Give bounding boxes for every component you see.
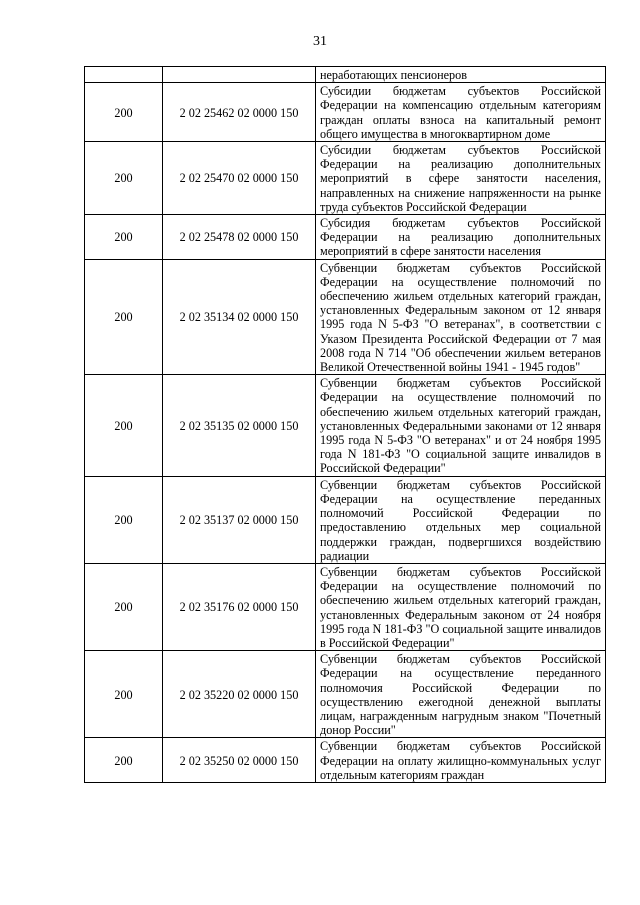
table-row [85,563,606,650]
description-cell: Субвенции бюджетам субъектов Российской Федерации на осуществление полномочий по обеспечению жильем отдельных категорий граждан, установленных Федеральным законом от 12 января 1995 года N 5-ФЗ "О ветеранах", в соответствии с Указом Президента Российской Федерации от 7 мая 2008 года N 714 "Об обеспечении жильем ветеранов Великой Отечественной войны 1941 - 1945 годов" [316,259,606,375]
table-row [85,259,606,375]
table-row [85,142,606,215]
description-cell: Субвенции бюджетам субъектов Российской Федерации на осуществление переданных полномочий Российской Федерации по предоставлению отдельных мер социальной поддержки граждан, подвергшихся воздействию радиации [316,476,606,563]
description-cell: Субвенции бюджетам субъектов Российской Федерации на осуществление полномочий по обеспечению жильем отдельных категорий граждан, установленных Федеральными законами от 12 января 1995 года N 5-ФЗ "О ветеранах" и от 24 ноября 1995 года N 181-ФЗ "О социальной защите инвалидов в Российской Федерации" [316,375,606,476]
budget-code-cell: 2 02 25462 02 0000 150 [163,83,316,142]
budget-code-cell: 2 02 35137 02 0000 150 [163,476,316,563]
administrator-code-cell: 200 [85,738,163,783]
description-cell: Субсидии бюджетам субъектов Российской Федерации на реализацию дополнительных мероприятий в сфере занятости населения, направленных на снижение напряженности на рынке труда субъектов Российской Федерации [316,142,606,215]
administrator-code-cell: 200 [85,651,163,738]
administrator-code-cell: 200 [85,259,163,375]
table-row [85,375,606,476]
table-row [85,476,606,563]
budget-code-cell: 2 02 35135 02 0000 150 [163,375,316,476]
budget-code-cell: 2 02 35176 02 0000 150 [163,563,316,650]
budget-code-cell: 2 02 25470 02 0000 150 [163,142,316,215]
administrator-code-cell: 200 [85,142,163,215]
description-cell: Субвенции бюджетам субъектов Российской Федерации на осуществление переданного полномочия Российской Федерации по осуществлению ежегодной денежной выплаты лицам, награжденным нагрудным знаком "Почетный донор России" [316,651,606,738]
budget-code-cell: 2 02 35220 02 0000 150 [163,651,316,738]
budget-classification-table [84,66,606,783]
administrator-code-cell [85,67,163,83]
budget-code-cell [163,67,316,83]
description-cell: Субвенции бюджетам субъектов Российской Федерации на оплату жилищно-коммунальных услуг отдельным категориям граждан [316,738,606,783]
table-row [85,738,606,783]
table-row [85,83,606,142]
budget-code-cell: 2 02 35134 02 0000 150 [163,259,316,375]
page-number: 31 [313,34,327,49]
table-row [85,651,606,738]
description-cell: неработающих пенсионеров [316,67,606,83]
table-row [85,215,606,260]
table-row [85,67,606,83]
administrator-code-cell: 200 [85,83,163,142]
description-cell: Субсидии бюджетам субъектов Российской Федерации на компенсацию отдельным категориям граждан оплаты взноса на капитальный ремонт общего имущества в многоквартирном доме [316,83,606,142]
administrator-code-cell: 200 [85,215,163,260]
administrator-code-cell: 200 [85,563,163,650]
administrator-code-cell: 200 [85,476,163,563]
administrator-code-cell: 200 [85,375,163,476]
description-cell: Субвенции бюджетам субъектов Российской Федерации на осуществление полномочий по обеспечению жильем отдельных категорий граждан, установленных Федеральным законом от 24 ноября 1995 года N 181-ФЗ "О социальной защите инвалидов в Российской Федерации" [316,563,606,650]
budget-code-cell: 2 02 25478 02 0000 150 [163,215,316,260]
description-cell: Субсидия бюджетам субъектов Российской Федерации на реализацию дополнительных мероприятий в сфере занятости населения [316,215,606,260]
budget-code-cell: 2 02 35250 02 0000 150 [163,738,316,783]
